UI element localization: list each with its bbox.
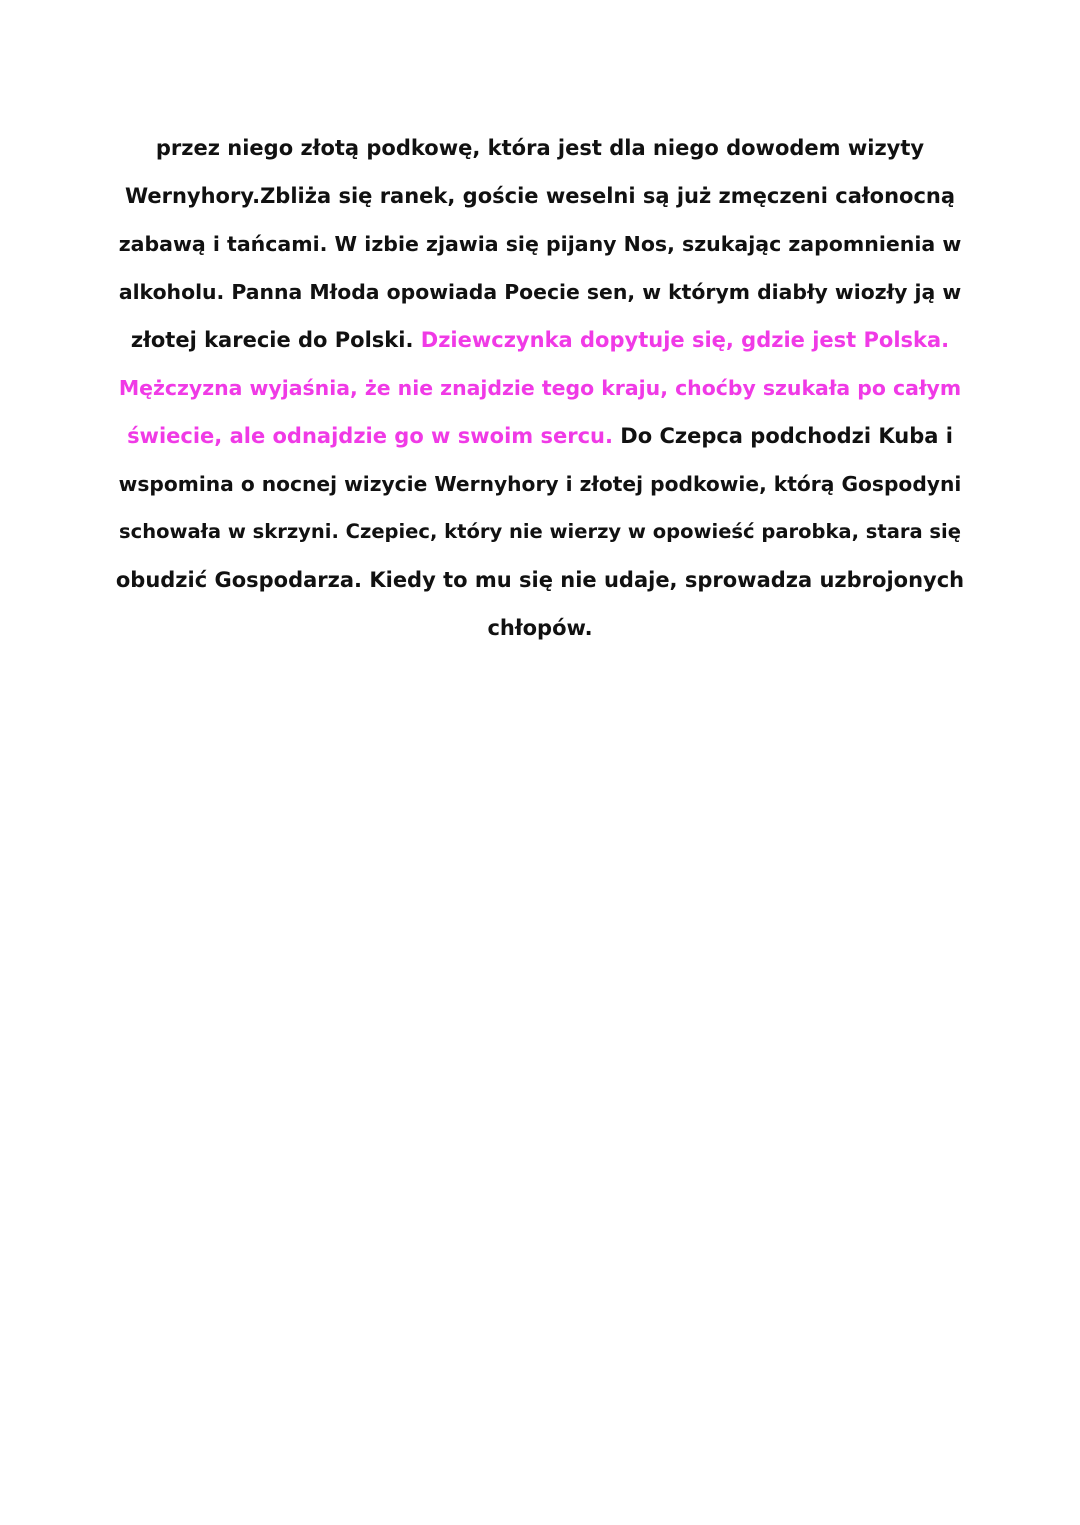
text-line [110,604,970,652]
highlighted-text-segment: Dziewczynka dopytuje się, gdzie jest Polska. [420,328,950,352]
text-segment: zabawą i tańcami. W izbie zjawia się pijany Nos, szukając zapomnienia w [118,232,962,256]
text-line [110,364,970,412]
text-line [110,124,970,172]
text-line [110,220,970,268]
text-segment: Do Czepca podchodzi Kuba i [612,424,953,448]
highlighted-text-segment: świecie, ale odnajdzie go w swoim sercu. [127,424,613,448]
text-segment: alkoholu. Panna Młoda opowiada Poecie sen, w którym diabły wiozły ją w [118,280,962,304]
text-line [110,556,970,604]
text-segment: wspomina o nocnej wizycie Wernyhory i złotej podkowie, którą Gospodyni [118,472,962,496]
text-line [110,460,970,508]
text-segment: obudzić Gospodarza. Kiedy to mu się nie udaje, sprowadza uzbrojonych [115,568,965,592]
text-segment: chłopów. [487,616,593,640]
text-line [110,412,970,460]
text-segment: schowała w skrzyni. Czepiec, który nie wierzy w opowieść parobka, stara się [119,520,961,543]
highlighted-text-segment: Mężczyzna wyjaśnia, że nie znajdzie tego kraju, choćby szukała po całym [118,376,962,400]
text-segment: przez niego złotą podkowę, która jest dla niego dowodem wizyty [155,136,925,160]
text-segment: złotej karecie do Polski. [130,328,421,352]
text-line [110,316,970,364]
text-line [110,268,970,316]
text-line [110,508,970,556]
summary-paragraph [110,124,970,652]
text-line [110,172,970,220]
text-segment: Wernyhory.Zbliża się ranek, goście weselni są już zmęczeni całonocną [124,184,956,208]
